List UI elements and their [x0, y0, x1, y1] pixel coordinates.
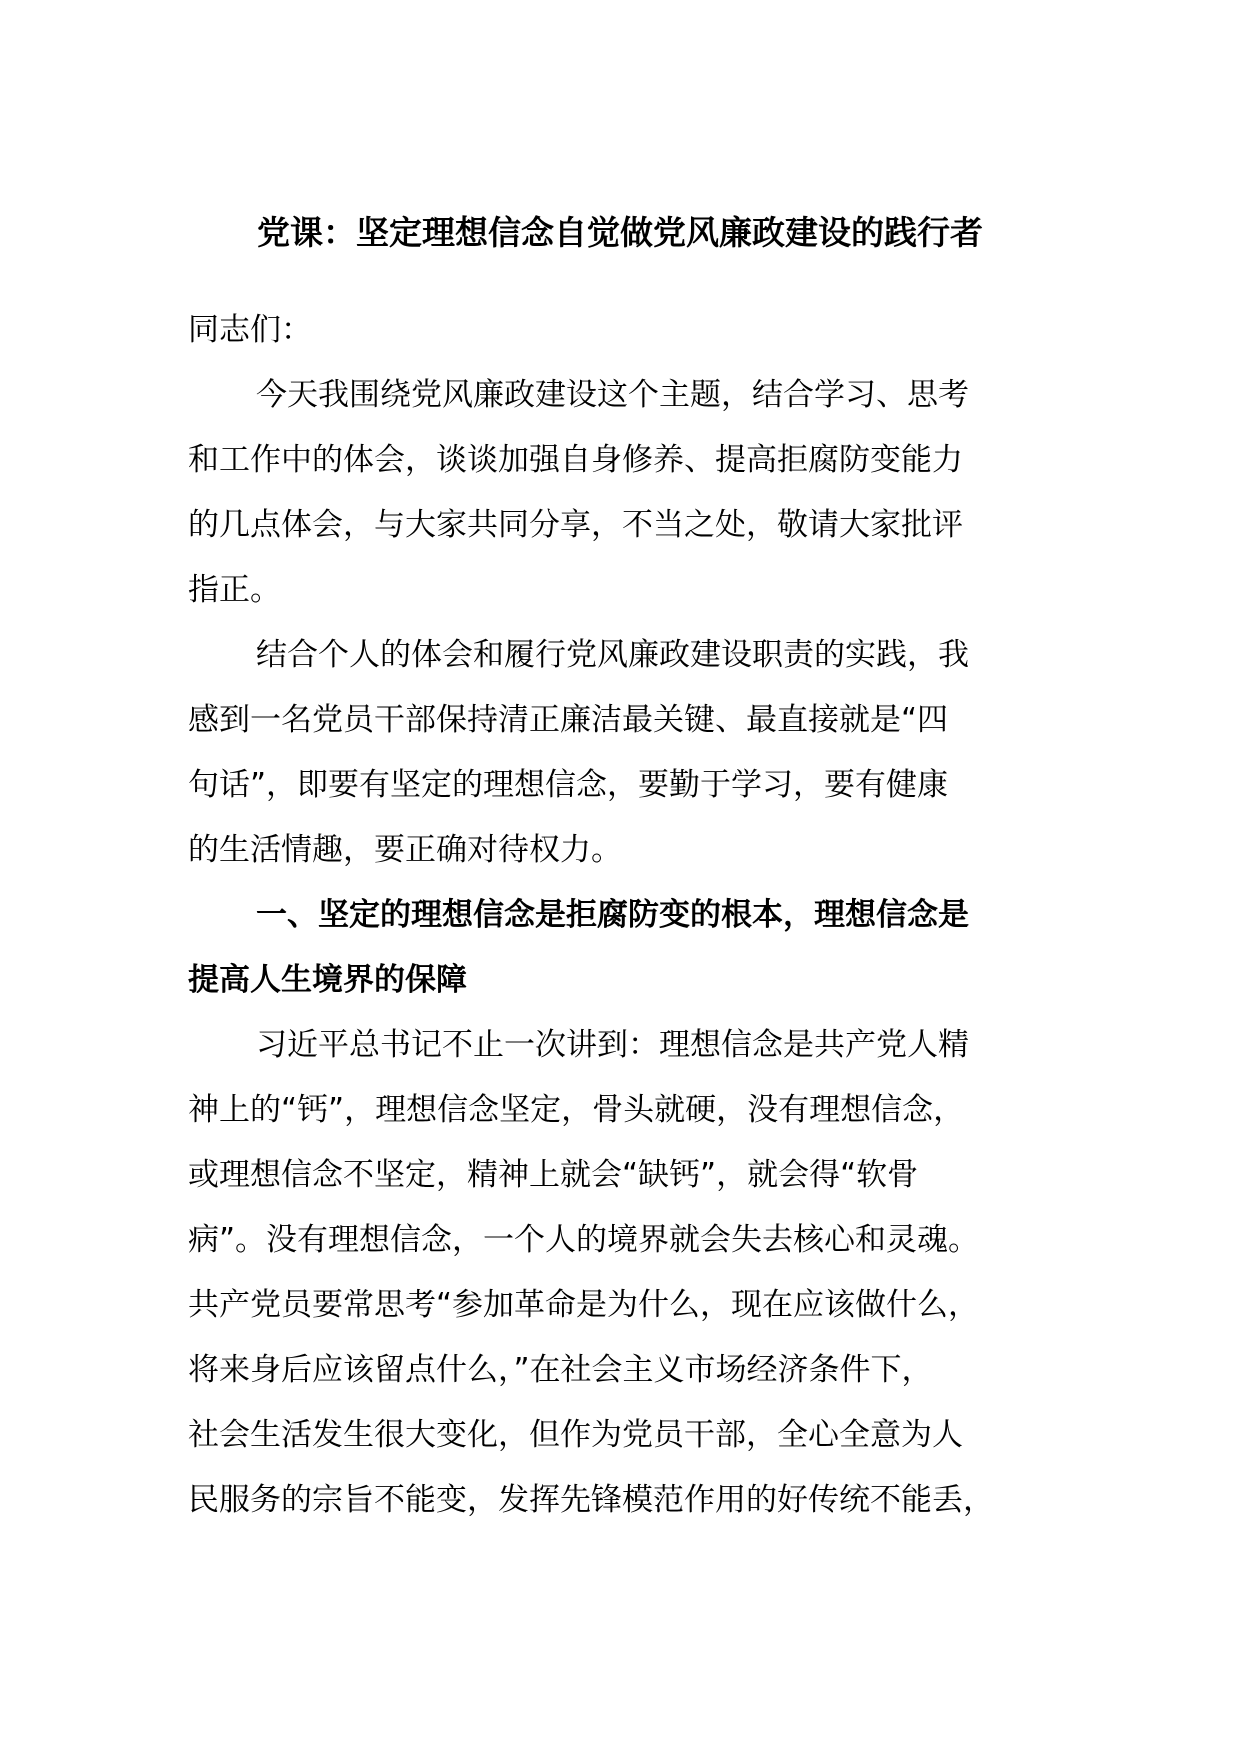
text-line: 共产党员要常思考“参加革命是为什么，现在应该做什么，: [188, 1287, 980, 1323]
text-line: 句话”，即要有坚定的理想信念，要勤于学习，要有健康: [188, 767, 949, 803]
section-heading-1: [188, 883, 1068, 1013]
text-line: 提高人生境界的保障: [188, 962, 467, 998]
document-body: [188, 298, 1068, 1533]
page-title: 党课：坚定理想信念自觉做党风廉政建设的践行者: [257, 213, 983, 252]
paragraph-section-1-body: [188, 1013, 1068, 1533]
text-line: 结合个人的体会和履行党风廉政建设职责的实践，我: [256, 637, 969, 673]
text-line: 民服务的宗旨不能变，发挥先锋模范作用的好传统不能丢，: [188, 1482, 994, 1518]
text-line: 习近平总书记不止一次讲到：理想信念是共产党人精: [256, 1027, 969, 1063]
paragraph-salutation: [188, 298, 1068, 363]
text-line: 一、坚定的理想信念是拒腐防变的根本，理想信念是: [256, 897, 969, 933]
text-line: 感到一名党员干部保持清正廉洁最关键、最直接就是“四: [188, 702, 949, 738]
text-line: 病”。没有理想信念，一个人的境界就会失去核心和灵魂。: [188, 1222, 980, 1258]
text-line: 社会生活发生很大变化，但作为党员干部，全心全意为人: [188, 1417, 963, 1453]
paragraph-intro: [188, 363, 1068, 623]
paragraph-four-points: [188, 623, 1068, 883]
text-line: 指正。: [188, 572, 281, 608]
text-line: 或理想信念不坚定，精神上就会“缺钙”，就会得“软骨: [188, 1157, 919, 1193]
text-line: 将来身后应该留点什么，”在社会主义市场经济条件下，: [188, 1352, 933, 1388]
text-line: 的几点体会，与大家共同分享，不当之处，敬请大家批评: [188, 507, 963, 543]
text-line: 同志们：: [188, 312, 312, 348]
text-line: 的生活情趣，要正确对待权力。: [188, 832, 622, 868]
text-line: 今天我围绕党风廉政建设这个主题，结合学习、思考: [256, 377, 969, 413]
text-line: 神上的“钙”，理想信念坚定，骨头就硬，没有理想信念，: [188, 1092, 965, 1128]
text-line: 和工作中的体会，谈谈加强自身修养、提高拒腐防变能力: [188, 442, 963, 478]
